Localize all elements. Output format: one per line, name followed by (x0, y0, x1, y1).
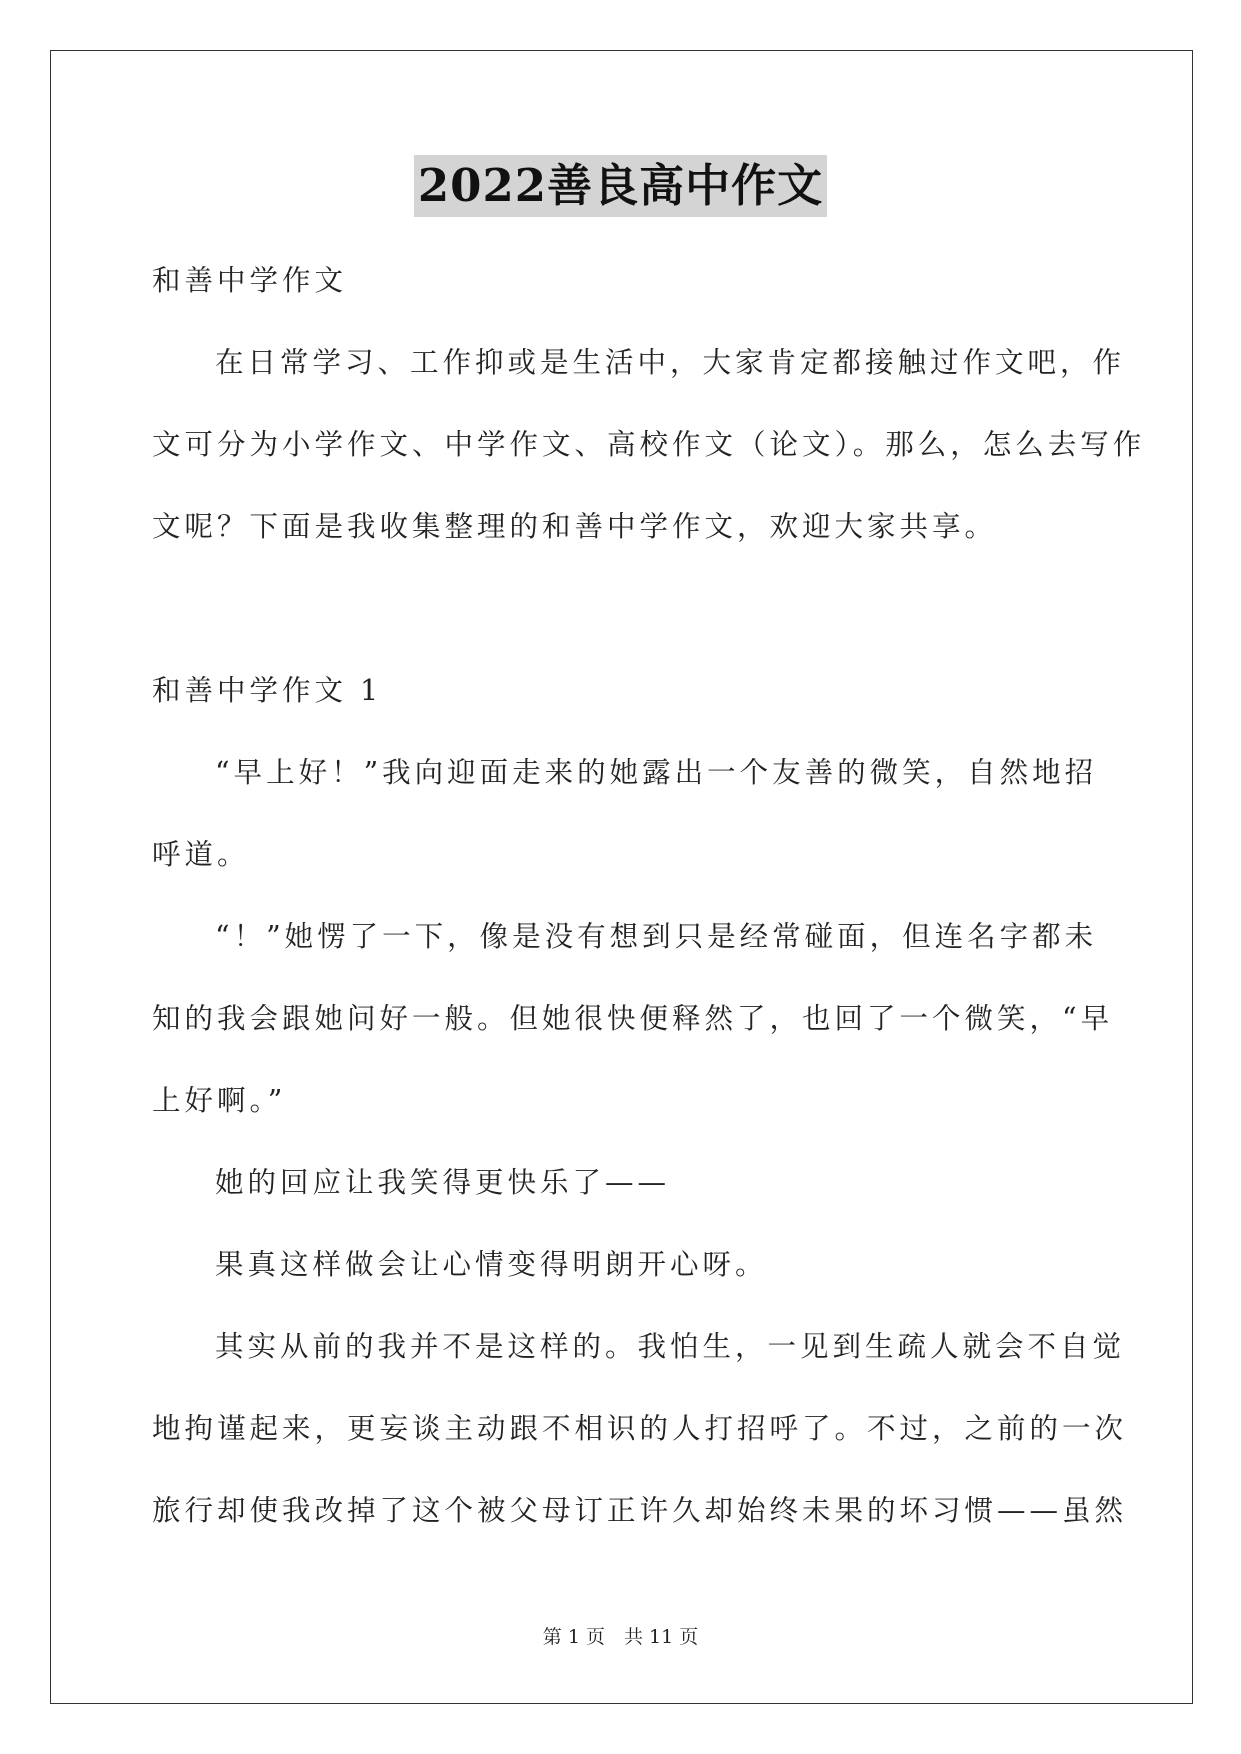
document-body (152, 240, 1146, 1552)
paragraph-line: 呼道。 (152, 838, 250, 871)
paragraph-line: 知的我会跟她问好一般。但她很快便释然了，也回了一个微笑，“早 (152, 1002, 1114, 1035)
paragraph-line: 上好啊。” (152, 1084, 287, 1117)
blank-line (152, 568, 1092, 650)
paragraph-line: 在日常学习、工作抑或是生活中，大家肯定都接触过作文吧，作 (215, 346, 1126, 379)
paragraph-line: 地拘谨起来，更妄谈主动跟不相识的人打招呼了。不过，之前的一次 (152, 1412, 1128, 1445)
section-heading: 和善中学作文 (152, 264, 348, 297)
paragraph-line: 其实从前的我并不是这样的。我怕生，一见到生疏人就会不自觉 (215, 1330, 1126, 1363)
title-container (0, 155, 1241, 217)
paragraph-line: “早上好！”我向迎面走来的她露出一个友善的微笑，自然地招 (215, 756, 1098, 789)
paragraph-line: 果真这样做会让心情变得明朗开心呀。 (215, 1248, 768, 1281)
paragraph-line: 旅行却使我改掉了这个被父母订正许久却始终未果的坏习惯——虽然 (152, 1494, 1128, 1527)
paragraph-line: 文呢？下面是我收集整理的和善中学作文，欢迎大家共享。 (152, 510, 998, 543)
document-title: 2022善良高中作文 (414, 155, 827, 217)
section-heading: 和善中学作文 1 (152, 674, 383, 707)
page-footer (0, 1622, 1241, 1649)
paragraph-line: 文可分为小学作文、中学作文、高校作文（论文）。那么，怎么去写作 (152, 428, 1146, 461)
page-number: 第 1 页 共 11 页 (542, 1626, 699, 1648)
paragraph-line: “！”她愣了一下，像是没有想到只是经常碰面，但连名字都未 (215, 920, 1098, 953)
paragraph-line: 她的回应让我笑得更快乐了—— (215, 1166, 671, 1199)
